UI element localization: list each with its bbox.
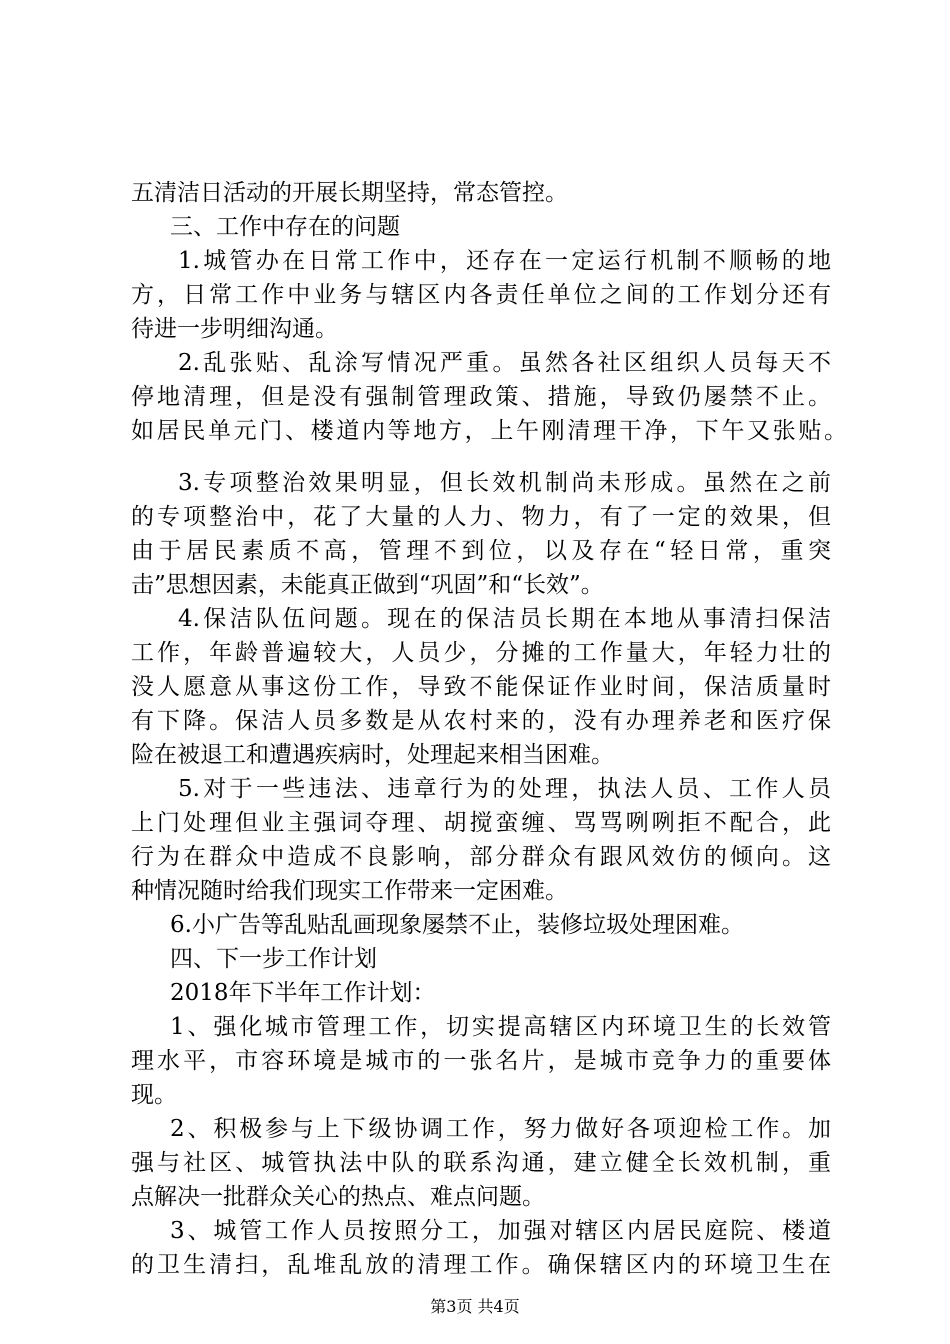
text-line: 击”思想因素，未能真正做到“巩固”和“长效”。 (131, 572, 604, 598)
text-line: 的卫生清扫，乱堆乱放的清理工作。确保辖区内的环境卫生在 (131, 1252, 831, 1278)
section-heading: 三、工作中存在的问题 (170, 214, 400, 240)
text-line: 种情况随时给我们现实工作带来一定困难。 (131, 878, 568, 904)
text-line: 方，日常工作中业务与辖区内各责任单位之间的工作划分还有 (131, 282, 831, 308)
text-line: 3、城管工作人员按照分工，加强对辖区内居民庭院、楼道 (170, 1218, 831, 1244)
text-line: 1、强化城市管理工作，切实提高辖区内环境卫生的长效管 (170, 1014, 831, 1040)
text-line: 由于居民素质不高，管理不到位，以及存在“轻日常，重突 (131, 538, 831, 564)
text-line: 理水平，市容环境是城市的一张名片，是城市竞争力的重要体 (131, 1048, 831, 1074)
page-footer: 第3页 共4页 (430, 1297, 520, 1316)
text-line: 停地清理，但是没有强制管理政策、措施，导致仍屡禁不止。 (131, 384, 831, 410)
text-line: 2.乱张贴、乱涂写情况严重。虽然各社区组织人员每天不 (178, 350, 831, 376)
text-line: 5.对于一些违法、违章行为的处理，执法人员、工作人员 (178, 776, 831, 802)
section-heading: 四、下一步工作计划 (170, 946, 377, 972)
text-line: 4.保洁队伍问题。现在的保洁员长期在本地从事清扫保洁 (178, 606, 831, 632)
text-line: 有下降。保洁人员多数是从农村来的，没有办理养老和医疗保 (131, 708, 831, 734)
text-line: 2、积极参与上下级协调工作，努力做好各项迎检工作。加 (170, 1116, 831, 1142)
text-line: 没人愿意从事这份工作，导致不能保证作业时间，保洁质量时 (131, 674, 831, 700)
text-line: 工作，年龄普遍较大，人员少，分摊的工作量大，年轻力壮的 (131, 640, 831, 666)
text-line: 现。 (131, 1082, 177, 1108)
text-line: 3.专项整治效果明显，但长效机制尚未形成。虽然在之前 (178, 470, 831, 496)
text-line: 1.城管办在日常工作中，还存在一定运行机制不顺畅的地 (178, 248, 831, 274)
text-line: 6.小广告等乱贴乱画现象屡禁不止，装修垃圾处理困难。 (170, 912, 744, 938)
text-line: 2018年下半年工作计划： (170, 980, 436, 1006)
text-line: 强与社区、城管执法中队的联系沟通，建立健全长效机制，重 (131, 1150, 831, 1176)
text-line: 险在被退工和遭遇疾病时，处理起来相当困难。 (131, 742, 614, 768)
text-line: 待进一步明细沟通。 (131, 316, 338, 342)
text-line: 的专项整治中，花了大量的人力、物力，有了一定的效果，但 (131, 504, 831, 530)
text-line: 如居民单元门、楼道内等地方，上午刚清理干净，下午又张贴。 (131, 418, 847, 444)
text-line: 点解决一批群众关心的热点、难点问题。 (131, 1184, 545, 1210)
text-line: 五清洁日活动的开展长期坚持，常态管控。 (131, 180, 568, 206)
text-line: 行为在群众中造成不良影响，部分群众有跟风效仿的倾向。这 (131, 844, 831, 870)
text-line: 上门处理但业主强词夺理、胡搅蛮缠、骂骂咧咧拒不配合，此 (131, 810, 831, 836)
